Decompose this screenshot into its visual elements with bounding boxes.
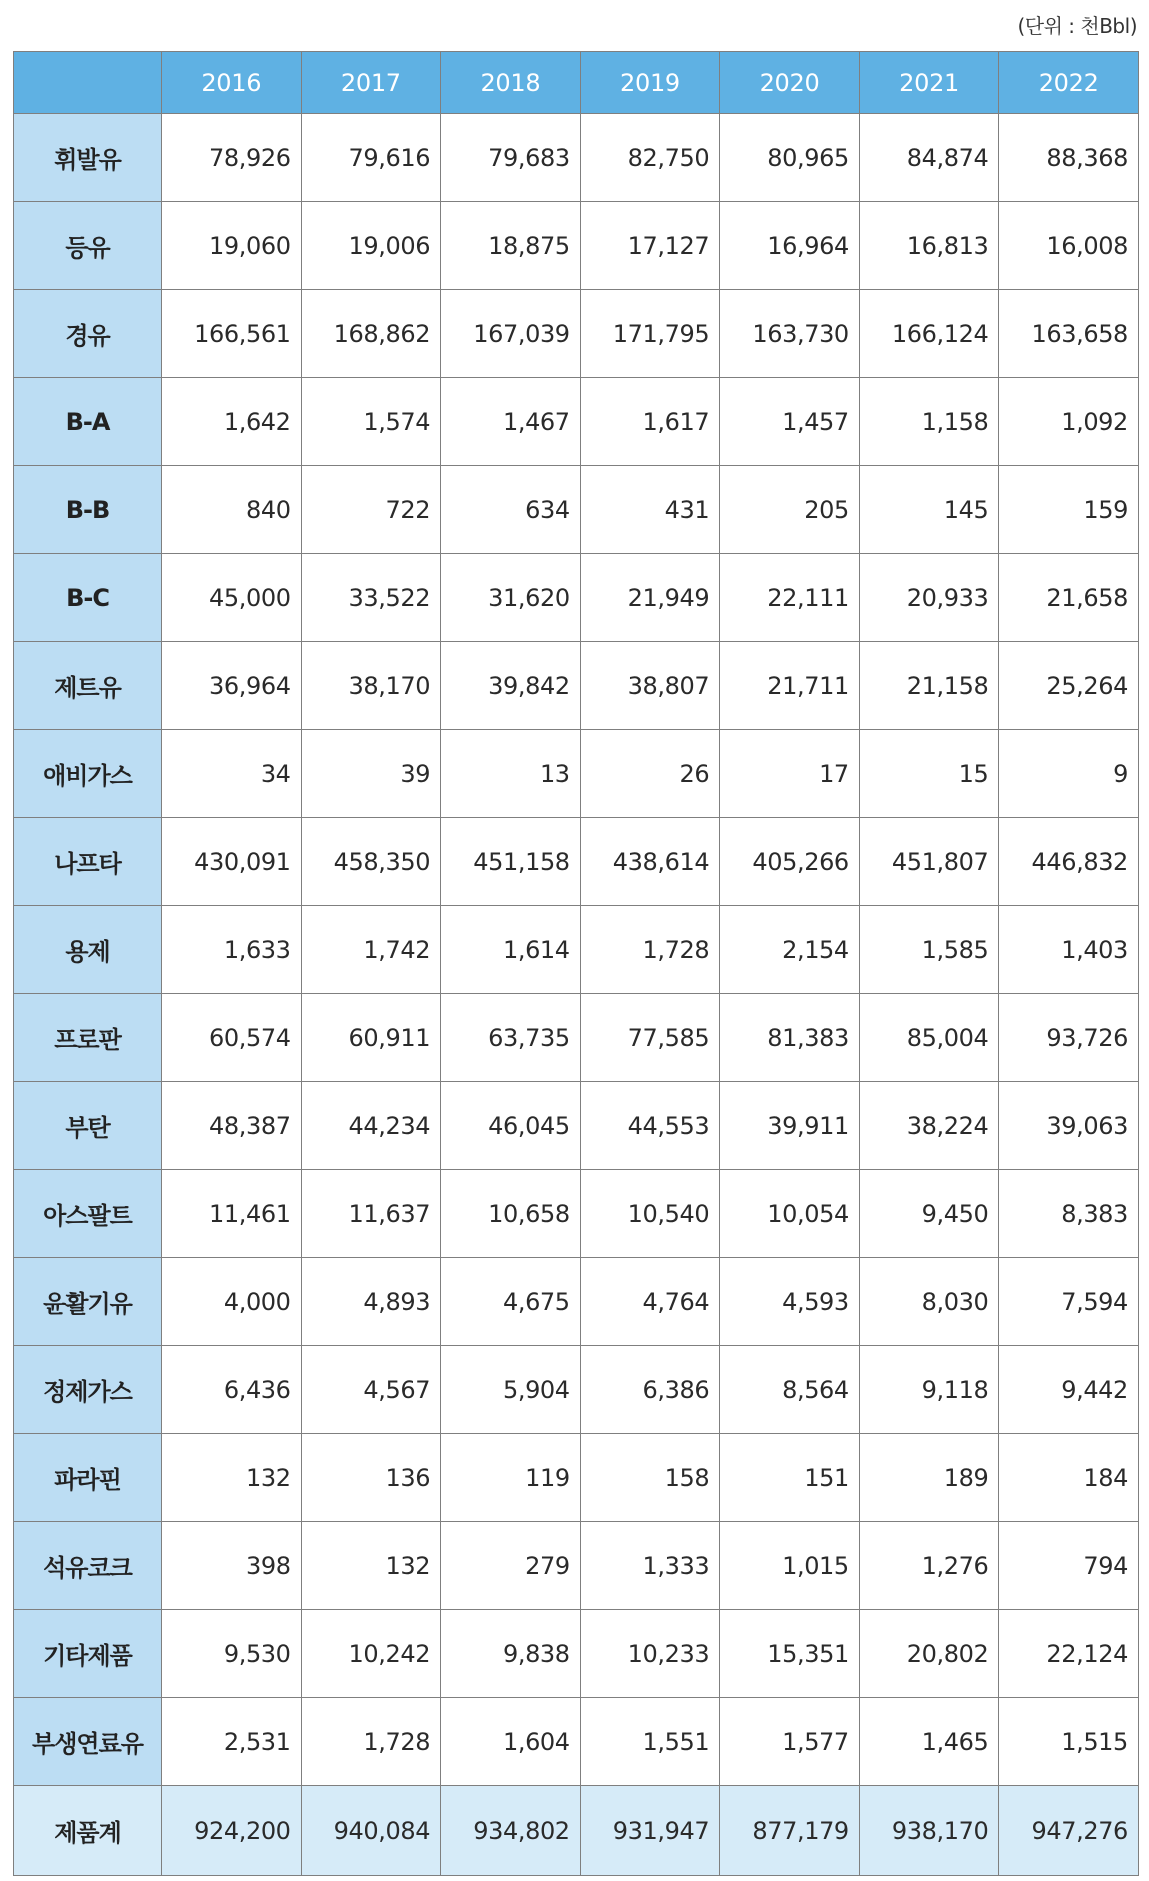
value-cell: 1,467: [441, 378, 581, 466]
value-cell: 1,633: [162, 906, 302, 994]
table-row: [14, 1346, 1139, 1434]
value-cell: 151: [720, 1434, 860, 1522]
value-cell: 159: [999, 466, 1139, 554]
value-cell: 1,403: [999, 906, 1139, 994]
value-cell: 189: [859, 1434, 999, 1522]
value-cell: 10,242: [301, 1610, 441, 1698]
value-cell: 15: [859, 730, 999, 818]
value-cell: 5,904: [441, 1346, 581, 1434]
value-cell: 13: [441, 730, 581, 818]
product-label: 경유: [14, 290, 162, 378]
value-cell: 15,351: [720, 1610, 860, 1698]
value-cell: 21,711: [720, 642, 860, 730]
product-label: 제트유: [14, 642, 162, 730]
value-cell: 17,127: [580, 202, 720, 290]
value-cell: 1,457: [720, 378, 860, 466]
value-cell: 48,387: [162, 1082, 302, 1170]
value-cell: 205: [720, 466, 860, 554]
value-cell: 167,039: [441, 290, 581, 378]
value-cell: 93,726: [999, 994, 1139, 1082]
value-cell: 9: [999, 730, 1139, 818]
value-cell: 10,658: [441, 1170, 581, 1258]
table-row: [14, 554, 1139, 642]
value-cell: 84,874: [859, 114, 999, 202]
value-cell: 85,004: [859, 994, 999, 1082]
value-cell: 60,574: [162, 994, 302, 1082]
unit-note: (단위 : 천Bbl): [1017, 14, 1137, 38]
year-header: 2017: [301, 52, 441, 114]
table-row: [14, 1522, 1139, 1610]
value-cell: 7,594: [999, 1258, 1139, 1346]
table-row: [14, 466, 1139, 554]
value-cell: 398: [162, 1522, 302, 1610]
value-cell: 1,577: [720, 1698, 860, 1786]
value-cell: 166,124: [859, 290, 999, 378]
total-value-cell: 938,170: [859, 1786, 999, 1876]
value-cell: 8,383: [999, 1170, 1139, 1258]
value-cell: 16,813: [859, 202, 999, 290]
value-cell: 722: [301, 466, 441, 554]
value-cell: 163,658: [999, 290, 1139, 378]
value-cell: 39,842: [441, 642, 581, 730]
value-cell: 45,000: [162, 554, 302, 642]
value-cell: 20,933: [859, 554, 999, 642]
value-cell: 39: [301, 730, 441, 818]
table-row: [14, 1258, 1139, 1346]
total-value-cell: 877,179: [720, 1786, 860, 1876]
value-cell: 10,233: [580, 1610, 720, 1698]
table-row: [14, 290, 1139, 378]
value-cell: 1,092: [999, 378, 1139, 466]
header-row: [14, 52, 1139, 114]
value-cell: 1,465: [859, 1698, 999, 1786]
product-label: 등유: [14, 202, 162, 290]
product-label: 휘발유: [14, 114, 162, 202]
table-row: [14, 994, 1139, 1082]
value-cell: 81,383: [720, 994, 860, 1082]
value-cell: 10,540: [580, 1170, 720, 1258]
table-row: [14, 906, 1139, 994]
value-cell: 79,683: [441, 114, 581, 202]
value-cell: 38,224: [859, 1082, 999, 1170]
value-cell: 63,735: [441, 994, 581, 1082]
value-cell: 22,111: [720, 554, 860, 642]
value-cell: 11,461: [162, 1170, 302, 1258]
value-cell: 60,911: [301, 994, 441, 1082]
value-cell: 8,030: [859, 1258, 999, 1346]
value-cell: 4,000: [162, 1258, 302, 1346]
value-cell: 9,838: [441, 1610, 581, 1698]
value-cell: 1,728: [301, 1698, 441, 1786]
value-cell: 4,675: [441, 1258, 581, 1346]
value-cell: 20,802: [859, 1610, 999, 1698]
value-cell: 34: [162, 730, 302, 818]
value-cell: 145: [859, 466, 999, 554]
value-cell: 11,637: [301, 1170, 441, 1258]
value-cell: 4,593: [720, 1258, 860, 1346]
table-row: [14, 1082, 1139, 1170]
value-cell: 82,750: [580, 114, 720, 202]
value-cell: 1,158: [859, 378, 999, 466]
value-cell: 171,795: [580, 290, 720, 378]
product-label: 용제: [14, 906, 162, 994]
value-cell: 26: [580, 730, 720, 818]
value-cell: 119: [441, 1434, 581, 1522]
value-cell: 1,642: [162, 378, 302, 466]
value-cell: 163,730: [720, 290, 860, 378]
total-row: [14, 1786, 1139, 1876]
table-row: [14, 202, 1139, 290]
value-cell: 438,614: [580, 818, 720, 906]
product-label: 나프타: [14, 818, 162, 906]
value-cell: 38,170: [301, 642, 441, 730]
product-label: 애비가스: [14, 730, 162, 818]
value-cell: 6,436: [162, 1346, 302, 1434]
product-label: 아스팔트: [14, 1170, 162, 1258]
value-cell: 451,807: [859, 818, 999, 906]
year-header: 2019: [580, 52, 720, 114]
product-label: B-B: [14, 466, 162, 554]
total-value-cell: 934,802: [441, 1786, 581, 1876]
value-cell: 1,604: [441, 1698, 581, 1786]
value-cell: 430,091: [162, 818, 302, 906]
value-cell: 16,964: [720, 202, 860, 290]
header-corner-cell: [14, 52, 162, 114]
value-cell: 1,728: [580, 906, 720, 994]
value-cell: 634: [441, 466, 581, 554]
year-header: 2018: [441, 52, 581, 114]
value-cell: 1,515: [999, 1698, 1139, 1786]
value-cell: 1,585: [859, 906, 999, 994]
value-cell: 4,567: [301, 1346, 441, 1434]
value-cell: 166,561: [162, 290, 302, 378]
value-cell: 21,949: [580, 554, 720, 642]
table-row: [14, 730, 1139, 818]
value-cell: 446,832: [999, 818, 1139, 906]
total-value-cell: 924,200: [162, 1786, 302, 1876]
value-cell: 22,124: [999, 1610, 1139, 1698]
value-cell: 4,893: [301, 1258, 441, 1346]
value-cell: 31,620: [441, 554, 581, 642]
value-cell: 1,614: [441, 906, 581, 994]
product-label: B-A: [14, 378, 162, 466]
value-cell: 840: [162, 466, 302, 554]
value-cell: 168,862: [301, 290, 441, 378]
total-value-cell: 947,276: [999, 1786, 1139, 1876]
value-cell: 136: [301, 1434, 441, 1522]
value-cell: 451,158: [441, 818, 581, 906]
value-cell: 2,154: [720, 906, 860, 994]
value-cell: 44,234: [301, 1082, 441, 1170]
product-label: 기타제품: [14, 1610, 162, 1698]
value-cell: 39,911: [720, 1082, 860, 1170]
value-cell: 1,551: [580, 1698, 720, 1786]
value-cell: 33,522: [301, 554, 441, 642]
value-cell: 132: [301, 1522, 441, 1610]
value-cell: 4,764: [580, 1258, 720, 1346]
value-cell: 1,015: [720, 1522, 860, 1610]
year-header: 2020: [720, 52, 860, 114]
value-cell: 184: [999, 1434, 1139, 1522]
value-cell: 36,964: [162, 642, 302, 730]
product-label: B-C: [14, 554, 162, 642]
value-cell: 279: [441, 1522, 581, 1610]
value-cell: 79,616: [301, 114, 441, 202]
value-cell: 21,658: [999, 554, 1139, 642]
value-cell: 18,875: [441, 202, 581, 290]
value-cell: 17: [720, 730, 860, 818]
value-cell: 10,054: [720, 1170, 860, 1258]
value-cell: 19,006: [301, 202, 441, 290]
product-label: 프로판: [14, 994, 162, 1082]
total-value-cell: 940,084: [301, 1786, 441, 1876]
value-cell: 77,585: [580, 994, 720, 1082]
value-cell: 1,276: [859, 1522, 999, 1610]
value-cell: 88,368: [999, 114, 1139, 202]
value-cell: 405,266: [720, 818, 860, 906]
table-row: [14, 1610, 1139, 1698]
value-cell: 9,450: [859, 1170, 999, 1258]
value-cell: 1,574: [301, 378, 441, 466]
value-cell: 21,158: [859, 642, 999, 730]
total-label: 제품계: [14, 1786, 162, 1876]
product-label: 파라핀: [14, 1434, 162, 1522]
value-cell: 158: [580, 1434, 720, 1522]
value-cell: 458,350: [301, 818, 441, 906]
value-cell: 9,118: [859, 1346, 999, 1434]
value-cell: 80,965: [720, 114, 860, 202]
value-cell: 431: [580, 466, 720, 554]
product-label: 부생연료유: [14, 1698, 162, 1786]
product-output-table: [13, 51, 1139, 1876]
table-row: [14, 1434, 1139, 1522]
value-cell: 25,264: [999, 642, 1139, 730]
value-cell: 2,531: [162, 1698, 302, 1786]
value-cell: 46,045: [441, 1082, 581, 1170]
year-header: 2016: [162, 52, 302, 114]
table-row: [14, 642, 1139, 730]
value-cell: 38,807: [580, 642, 720, 730]
value-cell: 794: [999, 1522, 1139, 1610]
table-row: [14, 114, 1139, 202]
product-label: 부탄: [14, 1082, 162, 1170]
value-cell: 9,442: [999, 1346, 1139, 1434]
value-cell: 39,063: [999, 1082, 1139, 1170]
table-row: [14, 1170, 1139, 1258]
value-cell: 1,333: [580, 1522, 720, 1610]
value-cell: 8,564: [720, 1346, 860, 1434]
year-header: 2022: [999, 52, 1139, 114]
value-cell: 1,617: [580, 378, 720, 466]
value-cell: 44,553: [580, 1082, 720, 1170]
year-header: 2021: [859, 52, 999, 114]
product-label: 석유코크: [14, 1522, 162, 1610]
total-value-cell: 931,947: [580, 1786, 720, 1876]
product-label: 윤활기유: [14, 1258, 162, 1346]
product-label: 정제가스: [14, 1346, 162, 1434]
table-row: [14, 378, 1139, 466]
table-row: [14, 1698, 1139, 1786]
value-cell: 132: [162, 1434, 302, 1522]
value-cell: 16,008: [999, 202, 1139, 290]
value-cell: 6,386: [580, 1346, 720, 1434]
value-cell: 19,060: [162, 202, 302, 290]
value-cell: 9,530: [162, 1610, 302, 1698]
table-row: [14, 818, 1139, 906]
value-cell: 78,926: [162, 114, 302, 202]
value-cell: 1,742: [301, 906, 441, 994]
